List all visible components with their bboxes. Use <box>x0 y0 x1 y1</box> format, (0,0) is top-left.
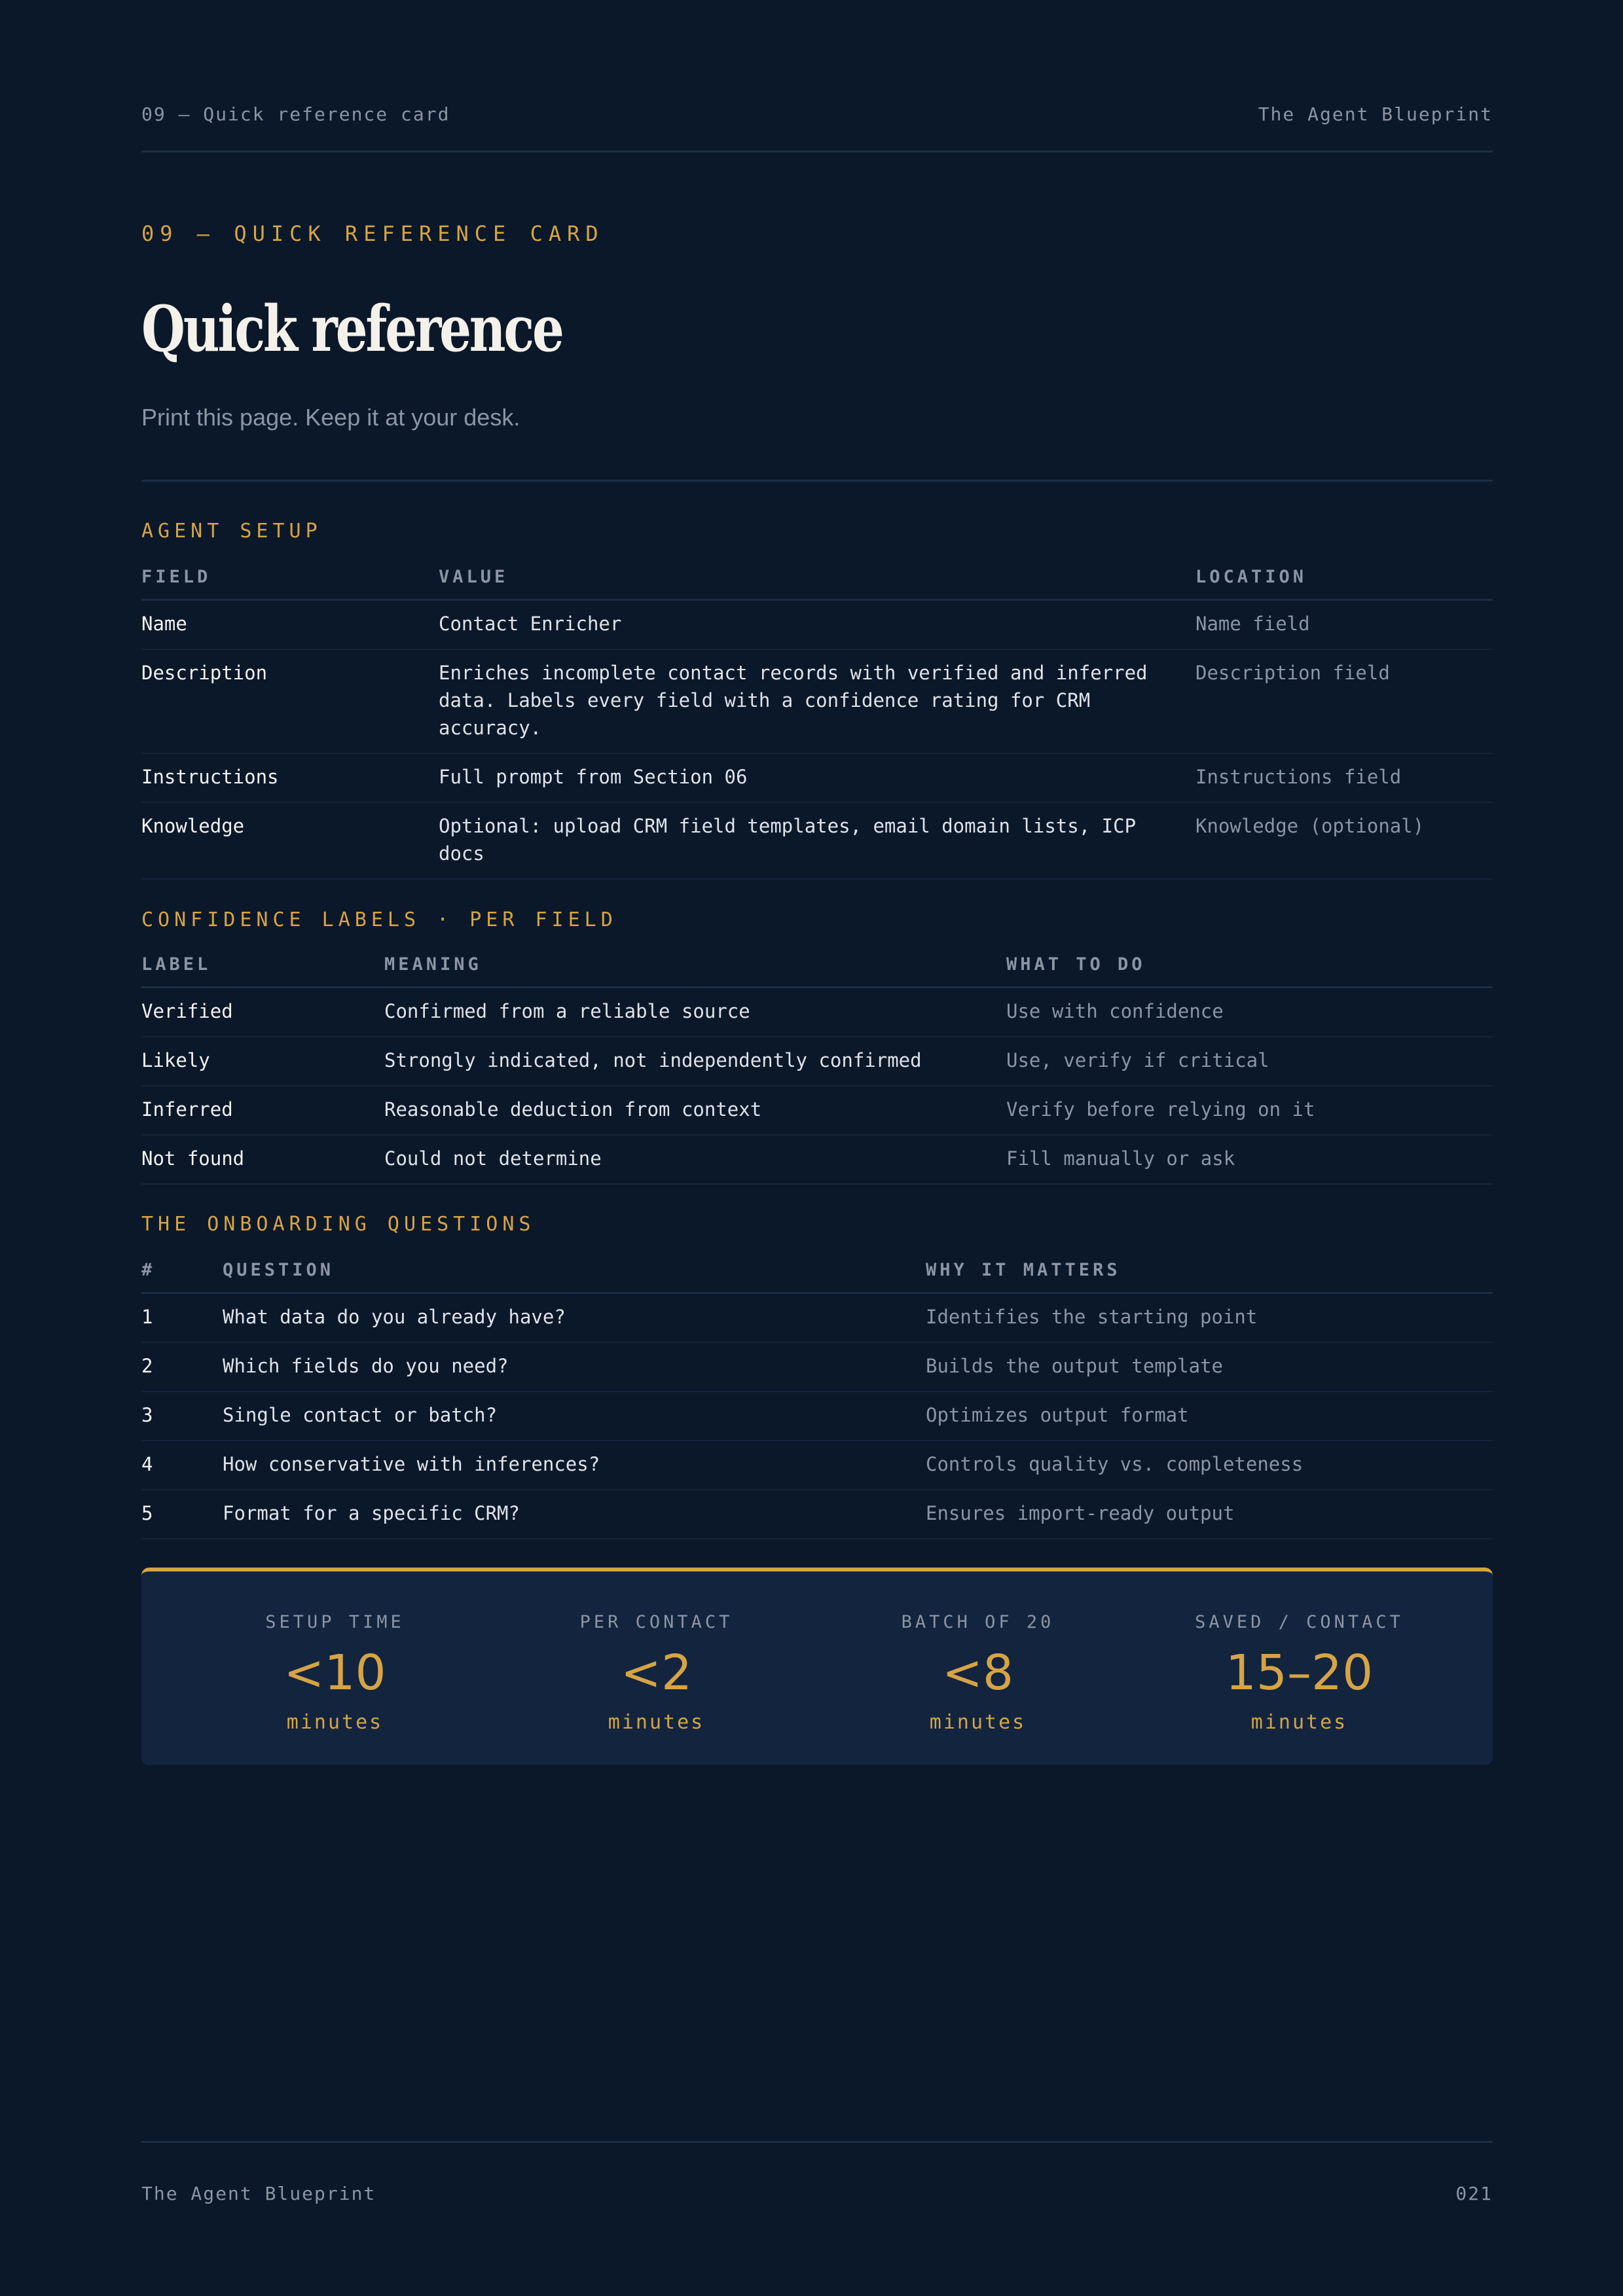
agent-setup-heading: AGENT SETUP <box>141 520 322 543</box>
question-cell: Format for a specific CRM? <box>223 1490 926 1539</box>
column-header: MEANING <box>384 954 1006 988</box>
location-cell: Knowledge (optional) <box>1195 802 1493 879</box>
value-cell: Optional: upload CRM field templates, email domain lists, ICP docs <box>439 802 1195 879</box>
table-row <box>141 1490 1493 1539</box>
onboarding-table <box>141 1260 1493 1539</box>
action-cell: Use, verify if critical <box>1006 1037 1493 1086</box>
number-cell: 2 <box>141 1342 223 1391</box>
stat-label: SETUP TIME <box>265 1612 405 1632</box>
table-header-row <box>141 567 1493 600</box>
footer-divider <box>141 2141 1493 2143</box>
meaning-cell: Confirmed from a reliable source <box>384 988 1006 1037</box>
action-cell: Use with confidence <box>1006 988 1493 1037</box>
field-cell: Description <box>141 649 439 753</box>
column-header: QUESTION <box>223 1260 926 1293</box>
question-cell: How conservative with inferences? <box>223 1441 926 1490</box>
column-header: WHAT TO DO <box>1006 954 1493 988</box>
column-header: LOCATION <box>1195 567 1493 600</box>
stat-value: 15–20 <box>1225 1645 1374 1701</box>
table-row <box>141 1391 1493 1441</box>
stat-unit: minutes <box>608 1711 705 1734</box>
running-header <box>141 103 1493 125</box>
number-cell: 5 <box>141 1490 223 1539</box>
stat-unit: minutes <box>286 1711 384 1734</box>
reason-cell: Ensures import-ready output <box>926 1490 1493 1539</box>
number-cell: 4 <box>141 1441 223 1490</box>
stat-saved-per-contact <box>1162 1571 1437 1765</box>
header-divider <box>141 151 1493 152</box>
column-header: # <box>141 1260 223 1293</box>
field-cell: Knowledge <box>141 802 439 879</box>
number-cell: 1 <box>141 1293 223 1343</box>
page-number: 021 <box>1455 2183 1493 2204</box>
stat-setup-time <box>198 1571 473 1765</box>
table-row <box>141 1342 1493 1391</box>
stat-unit: minutes <box>1250 1711 1348 1734</box>
number-cell: 3 <box>141 1391 223 1441</box>
stat-value: <10 <box>283 1645 386 1701</box>
table-row <box>141 988 1493 1037</box>
value-cell: Contact Enricher <box>439 600 1195 650</box>
time-stats-panel <box>141 1568 1493 1765</box>
label-cell: Inferred <box>141 1086 384 1135</box>
table-row <box>141 1135 1493 1184</box>
footer-book-title: The Agent Blueprint <box>141 2183 376 2204</box>
reason-cell: Controls quality vs. completeness <box>926 1441 1493 1490</box>
page-title: Quick reference <box>141 292 562 366</box>
stat-value: <8 <box>941 1645 1014 1701</box>
location-cell: Description field <box>1195 649 1493 753</box>
table-header-row <box>141 954 1493 988</box>
page <box>141 0 1493 2296</box>
column-header: LABEL <box>141 954 384 988</box>
header-section-label: 09 — Quick reference card <box>141 103 450 125</box>
table-header-row <box>141 1260 1493 1293</box>
title-divider <box>141 480 1493 482</box>
stat-per-contact <box>519 1571 794 1765</box>
onboarding-heading: THE ONBOARDING QUESTIONS <box>141 1213 536 1236</box>
section-eyebrow: 09 — QUICK REFERENCE CARD <box>141 221 604 246</box>
confidence-labels-heading: CONFIDENCE LABELS · PER FIELD <box>141 908 617 931</box>
location-cell: Instructions field <box>1195 753 1493 802</box>
stat-batch-of-20 <box>841 1571 1116 1765</box>
table-row <box>141 753 1493 802</box>
table-row <box>141 600 1493 650</box>
question-cell: What data do you already have? <box>223 1293 926 1343</box>
question-cell: Single contact or batch? <box>223 1391 926 1441</box>
location-cell: Name field <box>1195 600 1493 650</box>
column-header: VALUE <box>439 567 1195 600</box>
confidence-labels-table <box>141 954 1493 1185</box>
value-cell: Enriches incomplete contact records with verified and inferred data. Labels every field with a confidence rating for CRM accuracy. <box>439 649 1195 753</box>
table-row <box>141 802 1493 879</box>
label-cell: Verified <box>141 988 384 1037</box>
header-book-title: The Agent Blueprint <box>1258 103 1493 125</box>
reason-cell: Optimizes output format <box>926 1391 1493 1441</box>
meaning-cell: Strongly indicated, not independently confirmed <box>384 1037 1006 1086</box>
reason-cell: Builds the output template <box>926 1342 1493 1391</box>
table-row <box>141 1441 1493 1490</box>
table-row <box>141 649 1493 753</box>
stat-value: <2 <box>620 1645 693 1701</box>
running-footer <box>141 2183 1493 2204</box>
stat-unit: minutes <box>929 1711 1027 1734</box>
field-cell: Instructions <box>141 753 439 802</box>
table-row <box>141 1037 1493 1086</box>
action-cell: Fill manually or ask <box>1006 1135 1493 1184</box>
reason-cell: Identifies the starting point <box>926 1293 1493 1343</box>
field-cell: Name <box>141 600 439 650</box>
meaning-cell: Reasonable deduction from context <box>384 1086 1006 1135</box>
agent-setup-table <box>141 567 1493 880</box>
stat-label: BATCH OF 20 <box>901 1612 1055 1632</box>
column-header: FIELD <box>141 567 439 600</box>
table-row <box>141 1086 1493 1135</box>
page-subtitle: Print this page. Keep it at your desk. <box>141 404 520 431</box>
action-cell: Verify before relying on it <box>1006 1086 1493 1135</box>
label-cell: Likely <box>141 1037 384 1086</box>
stat-label: SAVED / CONTACT <box>1195 1612 1404 1632</box>
stat-label: PER CONTACT <box>579 1612 733 1632</box>
column-header: WHY IT MATTERS <box>926 1260 1493 1293</box>
table-row <box>141 1293 1493 1343</box>
meaning-cell: Could not determine <box>384 1135 1006 1184</box>
value-cell: Full prompt from Section 06 <box>439 753 1195 802</box>
label-cell: Not found <box>141 1135 384 1184</box>
question-cell: Which fields do you need? <box>223 1342 926 1391</box>
